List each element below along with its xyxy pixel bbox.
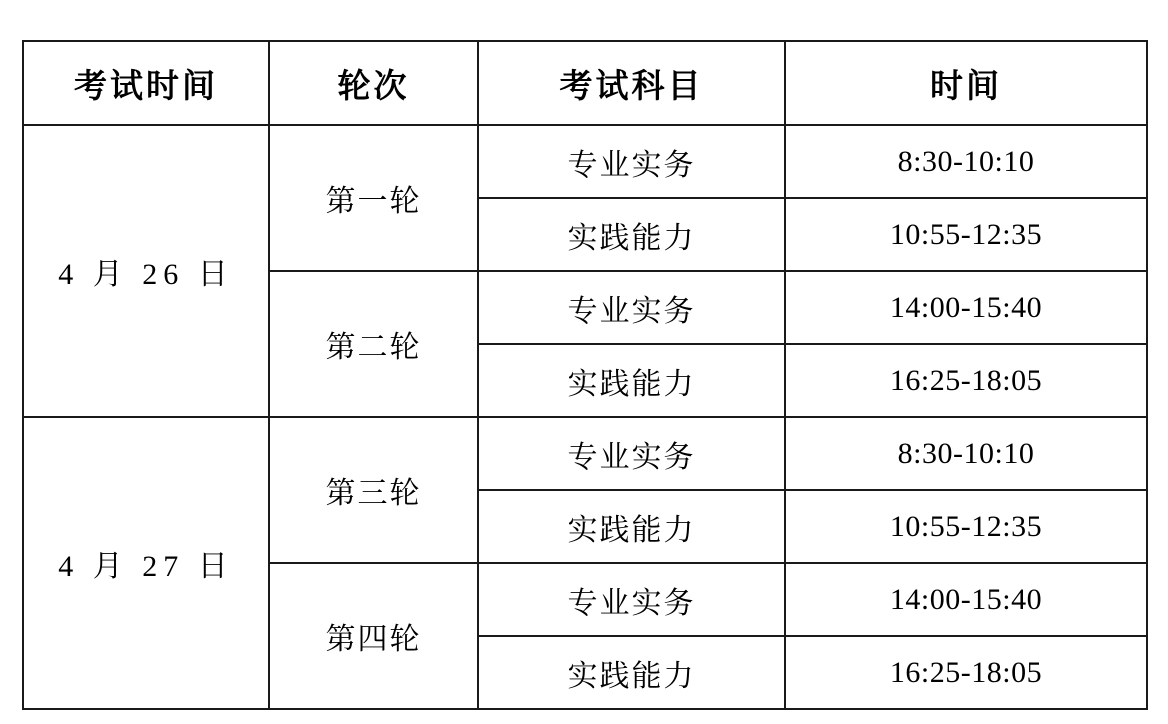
cell-round: 第四轮 (269, 563, 478, 709)
column-header-round: 轮次 (269, 41, 478, 125)
cell-subject: 专业实务 (478, 271, 785, 344)
column-header-subject: 考试科目 (478, 41, 785, 125)
cell-subject: 实践能力 (478, 344, 785, 417)
table-header-row (23, 41, 1147, 125)
cell-subject: 专业实务 (478, 417, 785, 490)
cell-exam-date: 4 月 26 日 (23, 125, 269, 417)
exam-schedule-table-wrapper (22, 40, 1146, 710)
cell-time: 10:55-12:35 (785, 198, 1147, 271)
column-header-exam-date: 考试时间 (23, 41, 269, 125)
cell-subject: 专业实务 (478, 125, 785, 198)
table-row (23, 125, 1147, 198)
exam-schedule-table (22, 40, 1148, 710)
cell-time: 16:25-18:05 (785, 636, 1147, 709)
cell-subject: 实践能力 (478, 198, 785, 271)
cell-round: 第三轮 (269, 417, 478, 563)
table-row (23, 417, 1147, 490)
cell-time: 10:55-12:35 (785, 490, 1147, 563)
cell-round: 第二轮 (269, 271, 478, 417)
cell-time: 14:00-15:40 (785, 271, 1147, 344)
table-body (23, 125, 1147, 709)
cell-subject: 专业实务 (478, 563, 785, 636)
cell-time: 8:30-10:10 (785, 125, 1147, 198)
column-header-time: 时间 (785, 41, 1147, 125)
table-header (23, 41, 1147, 125)
cell-subject: 实践能力 (478, 490, 785, 563)
cell-subject: 实践能力 (478, 636, 785, 709)
cell-time: 16:25-18:05 (785, 344, 1147, 417)
cell-time: 8:30-10:10 (785, 417, 1147, 490)
cell-round: 第一轮 (269, 125, 478, 271)
cell-time: 14:00-15:40 (785, 563, 1147, 636)
cell-exam-date: 4 月 27 日 (23, 417, 269, 709)
